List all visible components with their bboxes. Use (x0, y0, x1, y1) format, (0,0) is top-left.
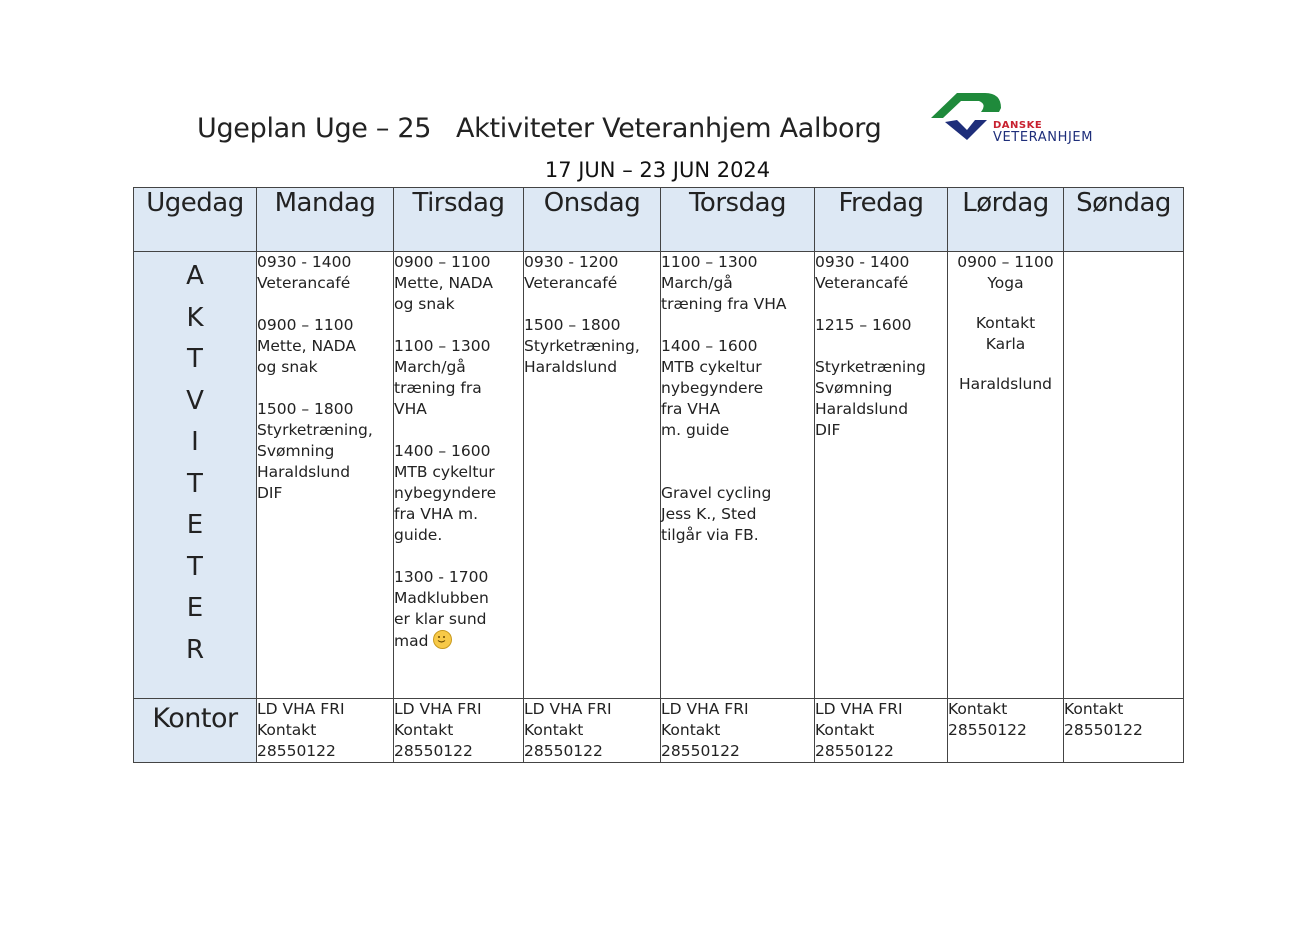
activity-entry: 1100 – 1300 March/gå træning fra VHA (661, 253, 787, 313)
date-range-text: 17 JUN – 23 JUN 2024 (544, 158, 771, 182)
column-header-tirsdag: Tirsdag (394, 188, 524, 252)
activity-entry: 1400 – 1600 MTB cykeltur nybegyndere fra VHA m. guide (661, 337, 764, 439)
activity-entry: 1100 – 1300 March/gå træning fra VHA (394, 337, 491, 418)
activity-entry: 0900 – 1100 Yoga (957, 253, 1054, 292)
activity-entry: Haraldslund (958, 375, 1053, 393)
smiley-emoji-icon (433, 630, 452, 649)
kontor-cell-mandag: LD VHA FRI Kontakt 28550122 (257, 699, 394, 763)
column-header-onsdag: Onsdag (524, 188, 661, 252)
activity-entry: Kontakt Karla (975, 314, 1036, 353)
activity-entry: 0900 – 1100 Mette, NADA og snak (257, 316, 356, 376)
activity-entry: Styrketræning Svømning Haraldslund DIF (815, 358, 926, 439)
activity-cell-sondag (1064, 252, 1184, 699)
row-label-letter: A (186, 261, 204, 291)
kontor-label: Kontor (152, 703, 238, 734)
row-label-letter: T (187, 344, 203, 374)
kontor-row (134, 699, 1184, 763)
column-header-ugedag: Ugedag (134, 188, 257, 252)
activities-row (134, 252, 1184, 699)
row-label-letter: K (186, 302, 204, 333)
activity-cell-lordag (948, 252, 1064, 699)
column-header-mandag: Mandag (257, 188, 394, 252)
kontor-cell-lordag: Kontakt 28550122 (948, 699, 1064, 763)
kontor-cell-tirsdag: LD VHA FRI Kontakt 28550122 (394, 699, 524, 763)
activity-cell-torsdag (661, 252, 815, 699)
kontor-cell-torsdag: LD VHA FRI Kontakt 28550122 (661, 699, 815, 763)
activity-entry: 1400 – 1600 MTB cykeltur nybegyndere fra VHA m. guide. (394, 442, 497, 544)
activity-entry: 1300 - 1700 Madklubben er klar sund mad (394, 568, 489, 650)
row-label-letter: E (186, 510, 204, 540)
date-range (0, 158, 1315, 182)
activity-entry: 1500 – 1800 Styrketræning, Svømning Haraldslund DIF (257, 400, 373, 502)
aktiviteter-row-label (134, 252, 257, 699)
kontor-cell-onsdag: LD VHA FRI Kontakt 28550122 (524, 699, 661, 763)
column-header-fredag: Fredag (815, 188, 948, 252)
danske-veteranhjem-logo (927, 90, 1127, 152)
activity-cell-onsdag (524, 252, 661, 699)
row-label-letter: V (186, 385, 204, 416)
activity-cell-mandag (257, 252, 394, 699)
activity-entry: 0930 - 1400 Veterancafé (257, 253, 352, 292)
row-label-letter: R (185, 634, 205, 665)
page-title: Ugeplan Uge – 25 Aktiviteter Veteranhjem Aalborg (197, 113, 882, 144)
activity-entry: 1215 – 1600 (815, 316, 912, 334)
activity-entry: 0930 - 1200 Veterancafé (524, 253, 619, 292)
activity-cell-tirsdag (394, 252, 524, 699)
kontor-row-label (134, 699, 257, 763)
row-label-letter: E (186, 593, 204, 623)
activity-cell-fredag (815, 252, 948, 699)
logo-text-danske: DANSKE (993, 120, 1043, 131)
kontor-cell-sondag: Kontakt 28550122 (1064, 699, 1184, 763)
kontor-cell-fredag: LD VHA FRI Kontakt 28550122 (815, 699, 948, 763)
logo-text-veteranhjem: VETERANHJEM (993, 130, 1094, 145)
row-label-letter: I (191, 427, 199, 457)
row-label-letter: T (187, 468, 203, 499)
column-header-torsdag: Torsdag (661, 188, 815, 252)
column-header-lordag: Lørdag (948, 188, 1064, 252)
activity-entry: 1500 – 1800 Styrketræning, Haraldslund (524, 316, 640, 376)
header-row (134, 188, 1184, 252)
activity-entry: 0930 - 1400 Veterancafé (815, 253, 910, 292)
activity-entry: 0900 – 1100 Mette, NADA og snak (394, 253, 493, 313)
week-schedule-table (133, 187, 1184, 763)
column-header-sondag: Søndag (1064, 188, 1184, 252)
activity-entry: Gravel cycling Jess K., Sted tilgår via FB. (661, 484, 772, 544)
row-label-letter: T (187, 551, 203, 582)
